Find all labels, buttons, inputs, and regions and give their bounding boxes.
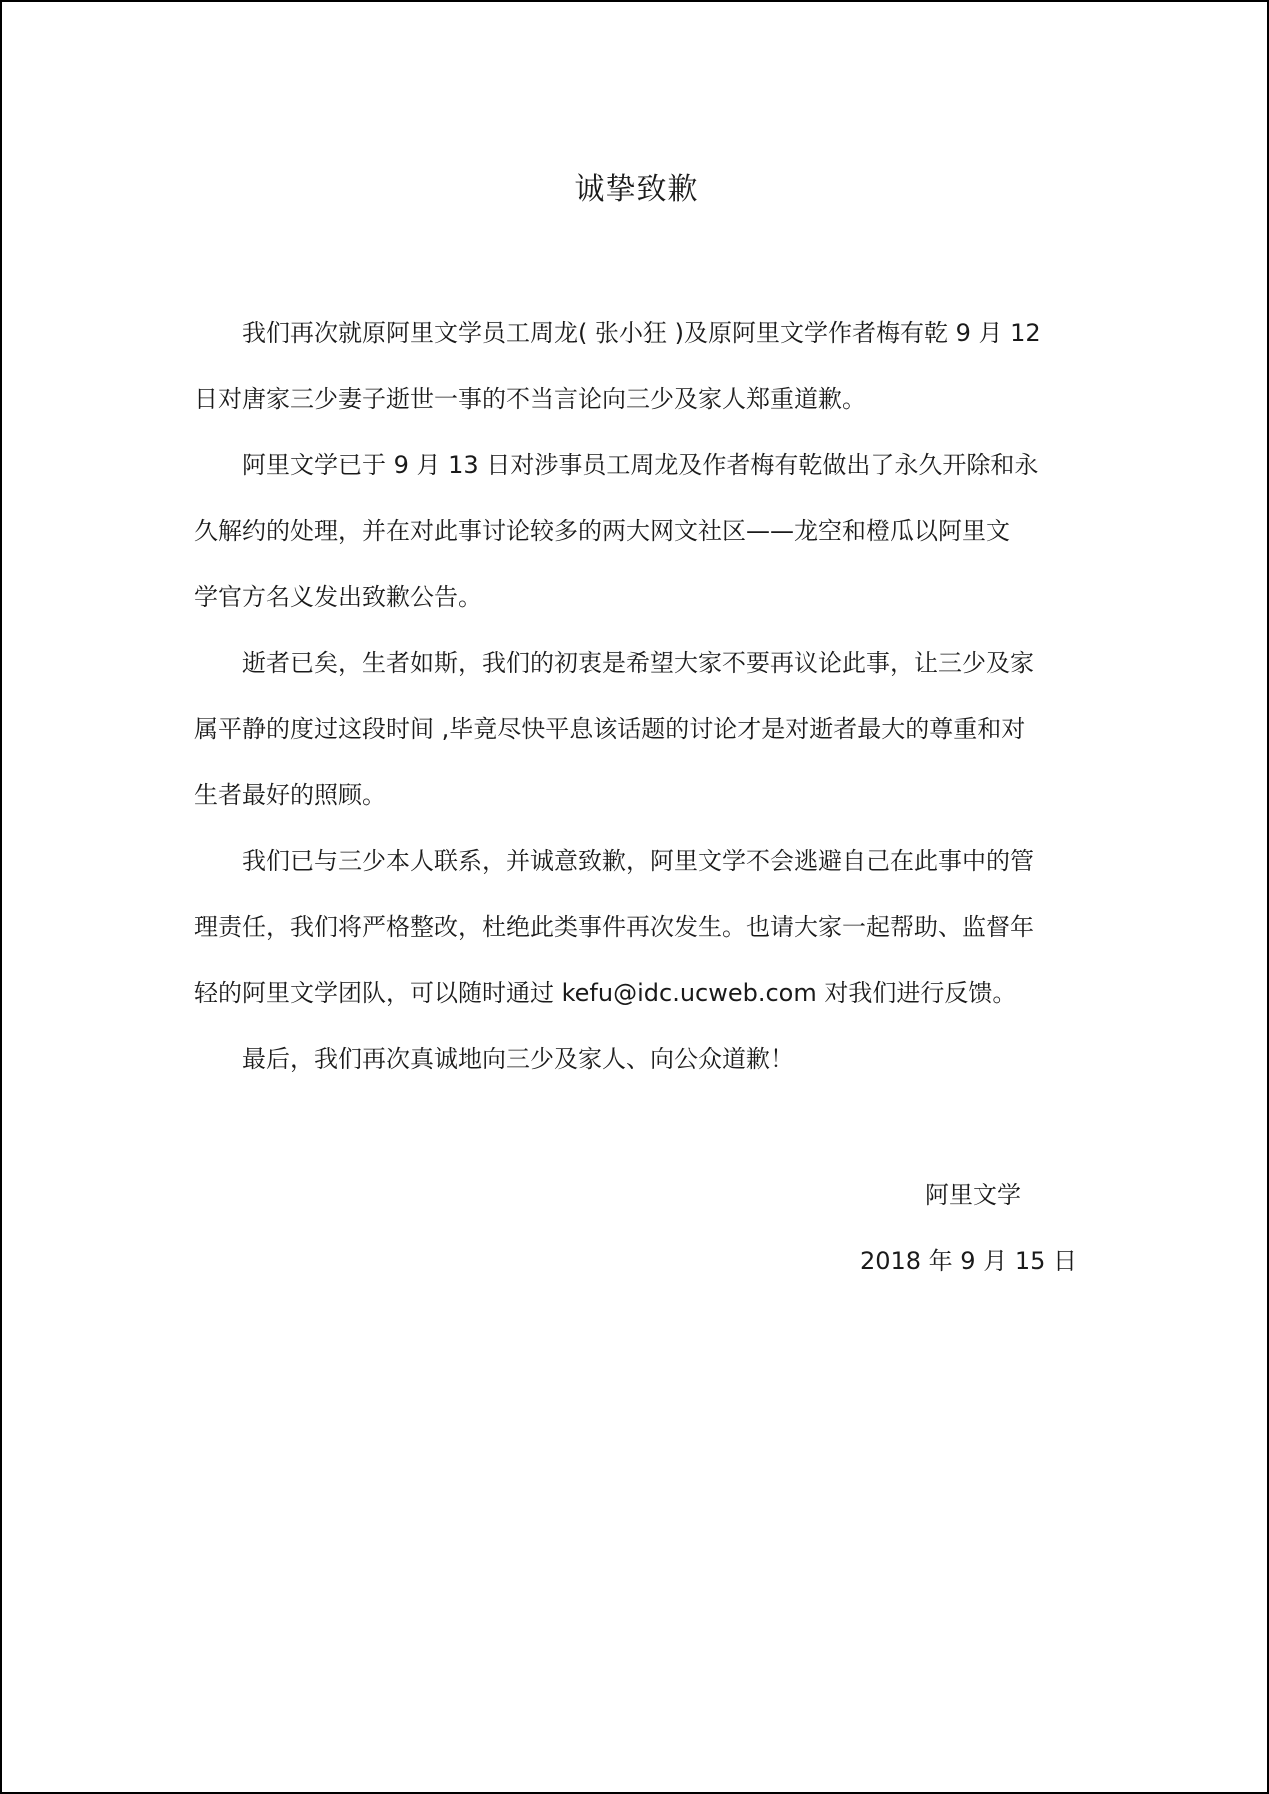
paragraph-line: 日对唐家三少妻子逝世一事的不当言论向三少及家人郑重道歉。	[194, 385, 866, 413]
paragraph-5	[194, 1026, 1080, 1092]
letter-body	[194, 300, 1080, 1092]
paragraph-line: 最后，我们再次真诚地向三少及家人、向公众道歉！	[242, 1045, 794, 1073]
signature-organization: 阿里文学	[925, 1181, 1021, 1209]
paragraph-line: 阿里文学已于 9 月 13 日对涉事员工周龙及作者梅有乾做出了永久开除和永	[242, 451, 1039, 479]
paragraph-line: 生者最好的照顾。	[194, 781, 386, 809]
paragraph-line: 久解约的处理，并在对此事讨论较多的两大网文社区——龙空和橙瓜以阿里文	[194, 517, 1010, 545]
paragraph-1	[194, 300, 1080, 432]
document-title: 诚挚致歉	[574, 172, 699, 207]
signature-block	[860, 1162, 1077, 1294]
paragraph-line: 属平静的度过这段时间 ,毕竟尽快平息该话题的讨论才是对逝者最大的尊重和对	[194, 715, 1026, 743]
paragraph-line: 逝者已矣，生者如斯，我们的初衷是希望大家不要再议论此事，让三少及家	[242, 649, 1034, 677]
signature-date: 2018 年 9 月 15 日	[859, 1247, 1077, 1275]
paragraph-line: 我们再次就原阿里文学员工周龙( 张小狂 )及原阿里文学作者梅有乾 9 月 12	[242, 319, 1041, 347]
paragraph-line-with-email: 轻的阿里文学团队，可以随时通过 kefu@idc.ucweb.com 对我们进行反馈。	[194, 979, 1017, 1007]
paragraph-2	[194, 432, 1080, 630]
paragraph-line: 理责任，我们将严格整改，杜绝此类事件再次发生。也请大家一起帮助、监督年	[194, 913, 1034, 941]
paragraph-line: 我们已与三少本人联系，并诚意致歉，阿里文学不会逃避自己在此事中的管	[242, 847, 1034, 875]
paragraph-line: 学官方名义发出致歉公告。	[194, 583, 482, 611]
paragraph-4	[194, 828, 1080, 1026]
paragraph-3	[194, 630, 1080, 828]
